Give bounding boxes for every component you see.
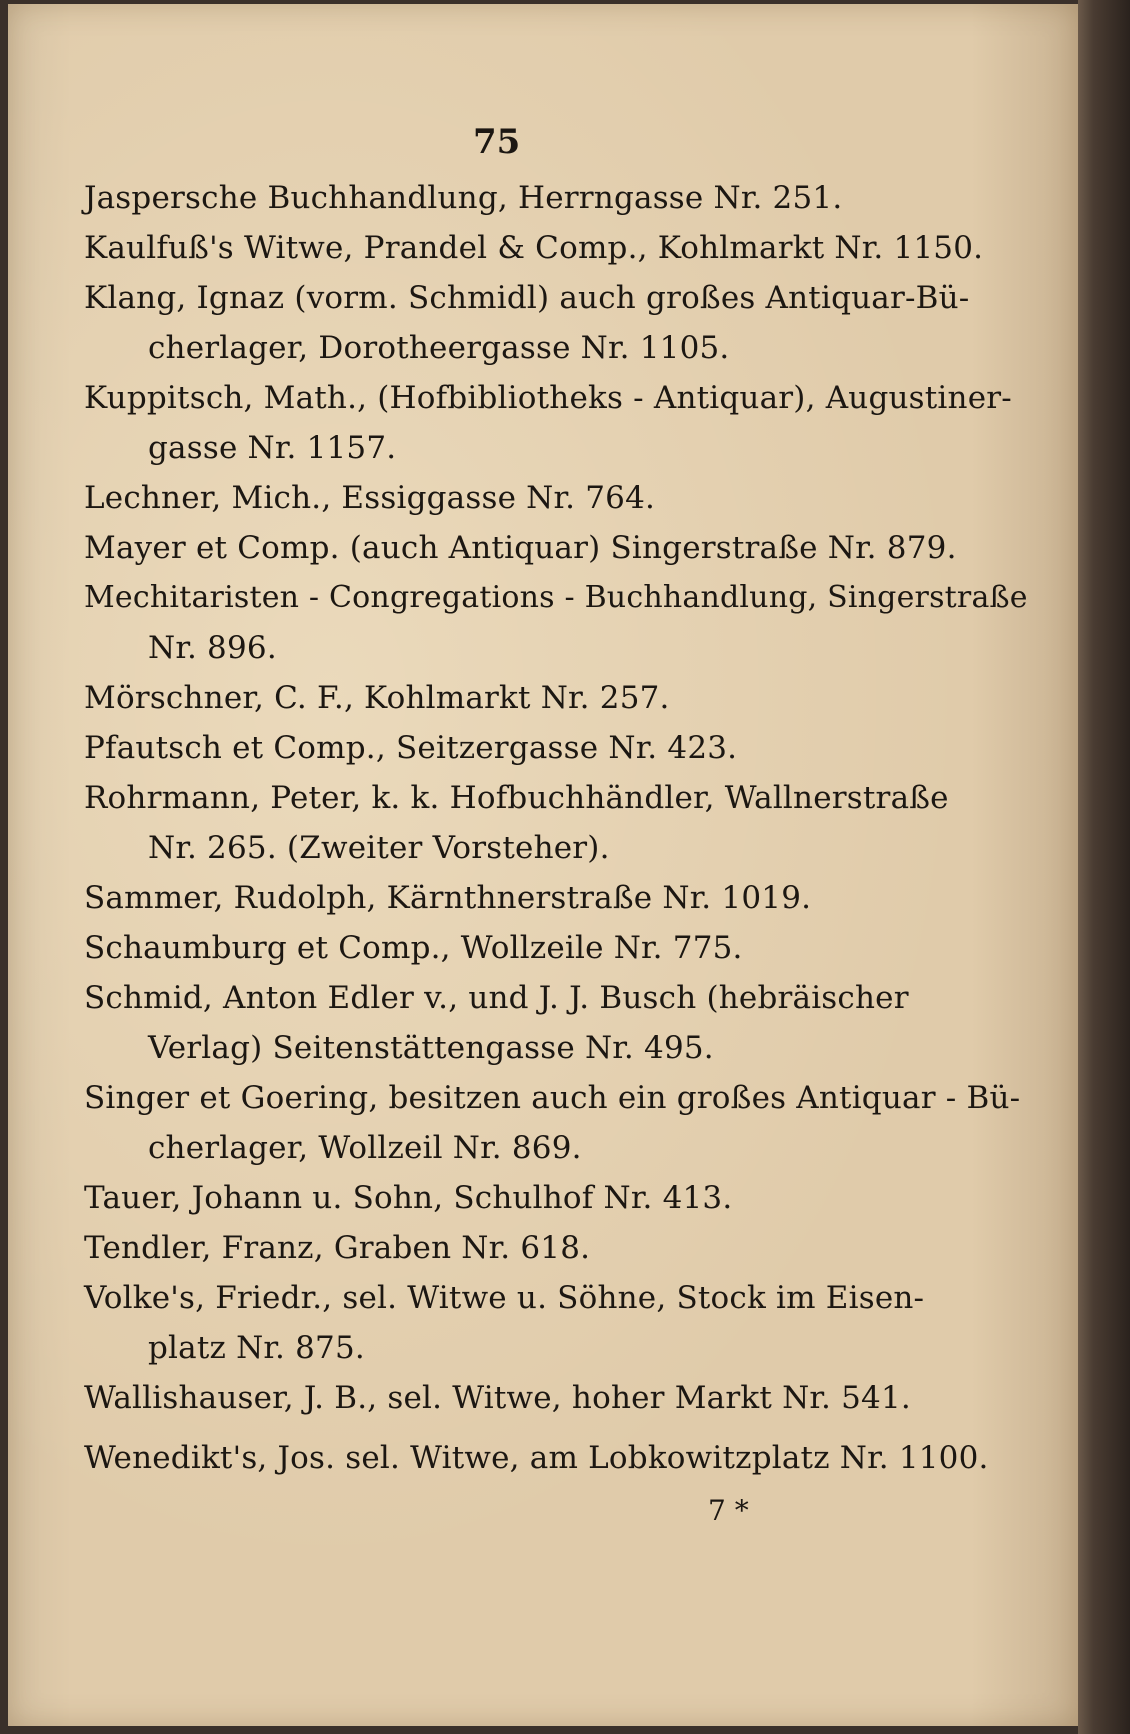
entry-line: platz Nr. 875.	[148, 1330, 365, 1366]
entry-line: Tauer, Johann u. Sohn, Schulhof Nr. 413.	[84, 1180, 733, 1216]
entry-line: Verlag) Seitenstättengasse Nr. 495.	[148, 1030, 714, 1066]
entry-line: Schaumburg et Comp., Wollzeile Nr. 775.	[84, 930, 743, 966]
entry-line: Schmid, Anton Edler v., und J. J. Busch (hebräischer	[84, 980, 909, 1016]
entry-line: Mayer et Comp. (auch Antiquar) Singerstraße Nr. 879.	[84, 530, 957, 566]
entry-line: Wenedikt's, Jos. sel. Witwe, am Lobkowitzplatz Nr. 1100.	[84, 1440, 989, 1476]
book-page	[8, 4, 1078, 1726]
entry-line: Singer et Goering, besitzen auch ein großes Antiquar - Bü-	[84, 1080, 1021, 1116]
entry-line: Tendler, Franz, Graben Nr. 618.	[84, 1230, 591, 1266]
entry-line: Mörschner, C. F., Kohlmarkt Nr. 257.	[84, 680, 670, 716]
entry-line: Nr. 896.	[148, 630, 277, 666]
entry-line: Klang, Ignaz (vorm. Schmidl) auch großes Antiquar-Bü-	[84, 280, 970, 316]
entry-line: Volke's, Friedr., sel. Witwe u. Söhne, Stock im Eisen-	[84, 1280, 925, 1316]
book-spine-edge	[1078, 0, 1130, 1734]
entry-line: Lechner, Mich., Essiggasse Nr. 764.	[84, 480, 656, 516]
entry-list	[8, 4, 1078, 1726]
signature-mark: 7 *	[708, 1494, 749, 1527]
entry-line: Mechitaristen - Congregations - Buchhandlung, Singerstraße	[84, 580, 1028, 615]
entry-line: Jaspersche Buchhandlung, Herrngasse Nr. 251.	[84, 180, 843, 216]
entry-line: gasse Nr. 1157.	[148, 430, 397, 466]
entry-line: Rohrmann, Peter, k. k. Hofbuchhändler, Wallnerstraße	[84, 780, 949, 816]
entry-line: Kaulfuß's Witwe, Prandel & Comp., Kohlmarkt Nr. 1150.	[84, 230, 984, 266]
entry-line: cherlager, Wollzeil Nr. 869.	[148, 1130, 582, 1166]
entry-line: Sammer, Rudolph, Kärnthnerstraße Nr. 1019.	[84, 880, 812, 916]
entry-line: Pfautsch et Comp., Seitzergasse Nr. 423.	[84, 730, 738, 766]
entry-line: Kuppitsch, Math., (Hofbibliotheks - Antiquar), Augustiner-	[84, 380, 1012, 416]
entry-line: Nr. 265. (Zweiter Vorsteher).	[148, 830, 610, 866]
page-number: 75	[473, 122, 521, 162]
entry-line: Wallishauser, J. B., sel. Witwe, hoher Markt Nr. 541.	[84, 1380, 911, 1416]
entry-line: cherlager, Dorotheergasse Nr. 1105.	[148, 330, 730, 366]
